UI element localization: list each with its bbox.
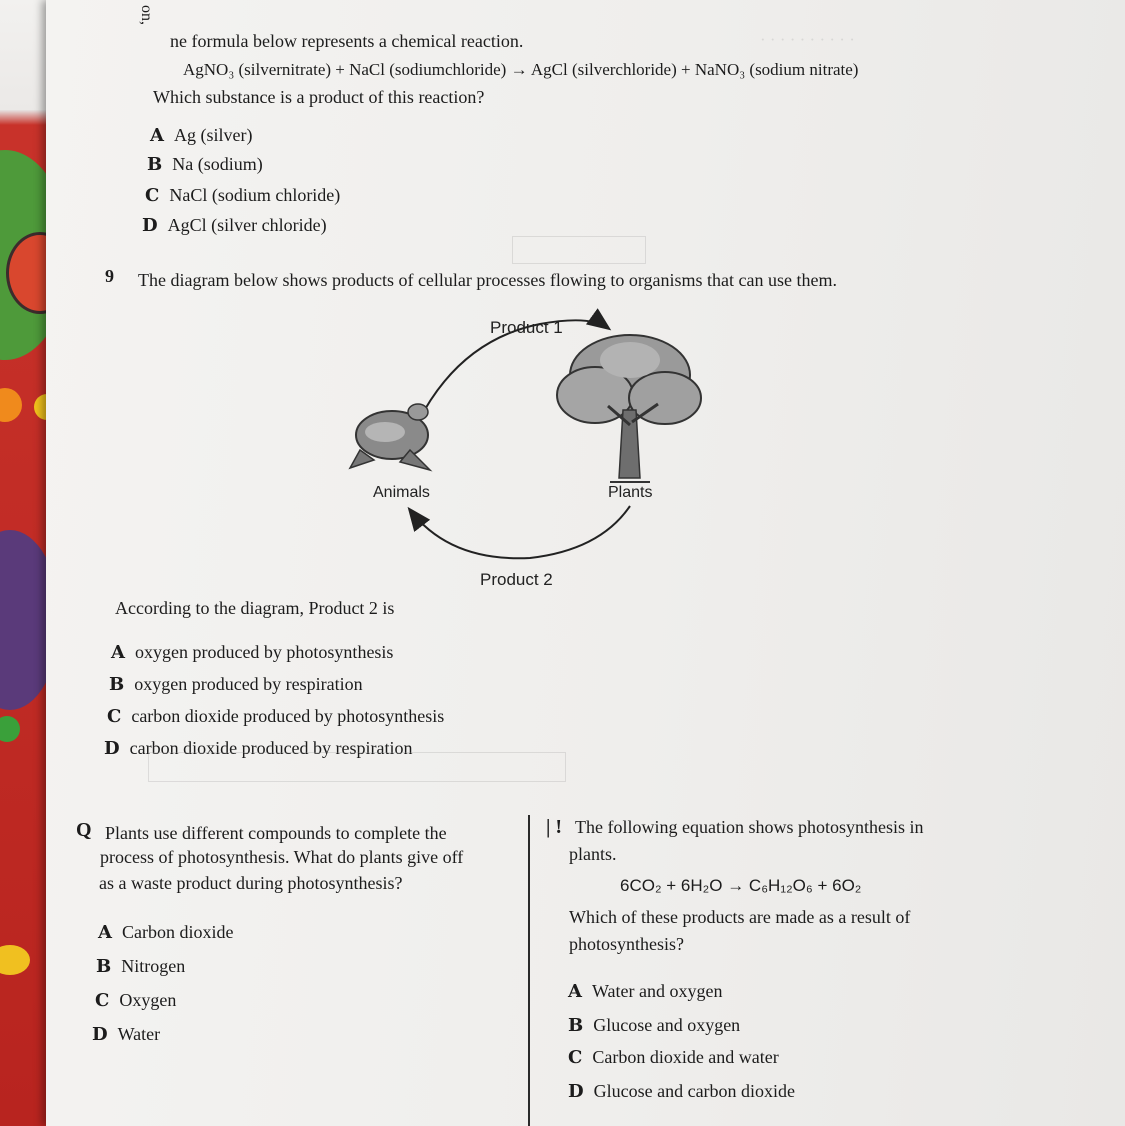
tree-icon bbox=[557, 335, 701, 482]
q9-stem: The diagram below shows products of cellular processes flowing to organisms that can use them. bbox=[138, 270, 838, 290]
product2-label: Product 2 bbox=[480, 570, 553, 589]
q10-option-d[interactable]: D Water bbox=[92, 1024, 161, 1045]
q8-option-c[interactable]: C NaCl (sodium chloride) bbox=[145, 185, 341, 206]
q11-stem-line2: plants. bbox=[569, 844, 617, 864]
q9-option-d[interactable]: D carbon dioxide produced by respiration bbox=[104, 738, 413, 759]
q11-equation: 6CO₂ + 6H₂O → C₆H₁₂O₆ + 6O₂ bbox=[620, 876, 862, 895]
q11-question-line2: photosynthesis? bbox=[569, 934, 684, 954]
bleed-through-box bbox=[512, 236, 646, 264]
q10-option-a[interactable]: A Carbon dioxide bbox=[98, 922, 234, 943]
plants-label: Plants bbox=[608, 484, 653, 501]
column-divider bbox=[528, 815, 530, 1126]
bleed-through-text: · · · · · · · · · · bbox=[760, 30, 855, 49]
q8-option-d[interactable]: D AgCl (silver chloride) bbox=[142, 215, 327, 236]
q11-option-b[interactable]: B Glucose and oxygen bbox=[568, 1015, 741, 1036]
q9-option-b[interactable]: B oxygen produced by respiration bbox=[109, 674, 363, 695]
q11-option-d[interactable]: D Glucose and carbon dioxide bbox=[568, 1081, 796, 1102]
q9-number: 9 bbox=[105, 266, 114, 286]
q8-option-a[interactable]: A Ag (silver) bbox=[150, 125, 253, 146]
q9-option-a[interactable]: A oxygen produced by photosynthesis bbox=[111, 642, 394, 663]
q10-stem-line2: process of photosynthesis. What do plants give off bbox=[100, 847, 464, 867]
product1-label: Product 1 bbox=[490, 318, 563, 337]
q11-question-line1: Which of these products are made as a result of bbox=[569, 907, 911, 927]
q8-question: Which substance is a product of this reaction? bbox=[153, 87, 485, 107]
q9-question: According to the diagram, Product 2 is bbox=[115, 598, 395, 618]
bleed-through-box bbox=[148, 752, 566, 782]
q10-stem-line3: as a waste product during photosynthesis? bbox=[99, 873, 403, 893]
q10-option-c[interactable]: C Oxygen bbox=[95, 990, 177, 1011]
corner-fragment: on, bbox=[138, 5, 155, 25]
product2-arrow bbox=[410, 506, 630, 558]
frog-icon bbox=[350, 404, 430, 470]
q9-option-c[interactable]: C carbon dioxide produced by photosynthesis bbox=[107, 706, 445, 727]
q11-mark: | ! bbox=[546, 816, 563, 838]
q10-option-b[interactable]: B Nitrogen bbox=[96, 956, 186, 977]
q11-option-a[interactable]: A Water and oxygen bbox=[568, 981, 723, 1002]
cellular-process-diagram bbox=[340, 300, 760, 600]
q11-option-c[interactable]: C Carbon dioxide and water bbox=[568, 1047, 779, 1068]
q10-mark: Q bbox=[76, 819, 92, 841]
q8-intro: ne formula below represents a chemical reaction. bbox=[170, 31, 524, 51]
q11-stem-line1: The following equation shows photosynthesis in bbox=[575, 817, 924, 837]
q8-option-b[interactable]: B Na (sodium) bbox=[147, 154, 263, 175]
animals-label: Animals bbox=[373, 484, 430, 501]
q8-equation: AgNO₃ (silvernitrate) + NaCl (sodiumchloride) → AgCl (silverchloride) + NaNO₃ (sodium nitrate) bbox=[183, 60, 859, 79]
q10-stem-line1: Plants use different compounds to complete the bbox=[105, 823, 447, 843]
